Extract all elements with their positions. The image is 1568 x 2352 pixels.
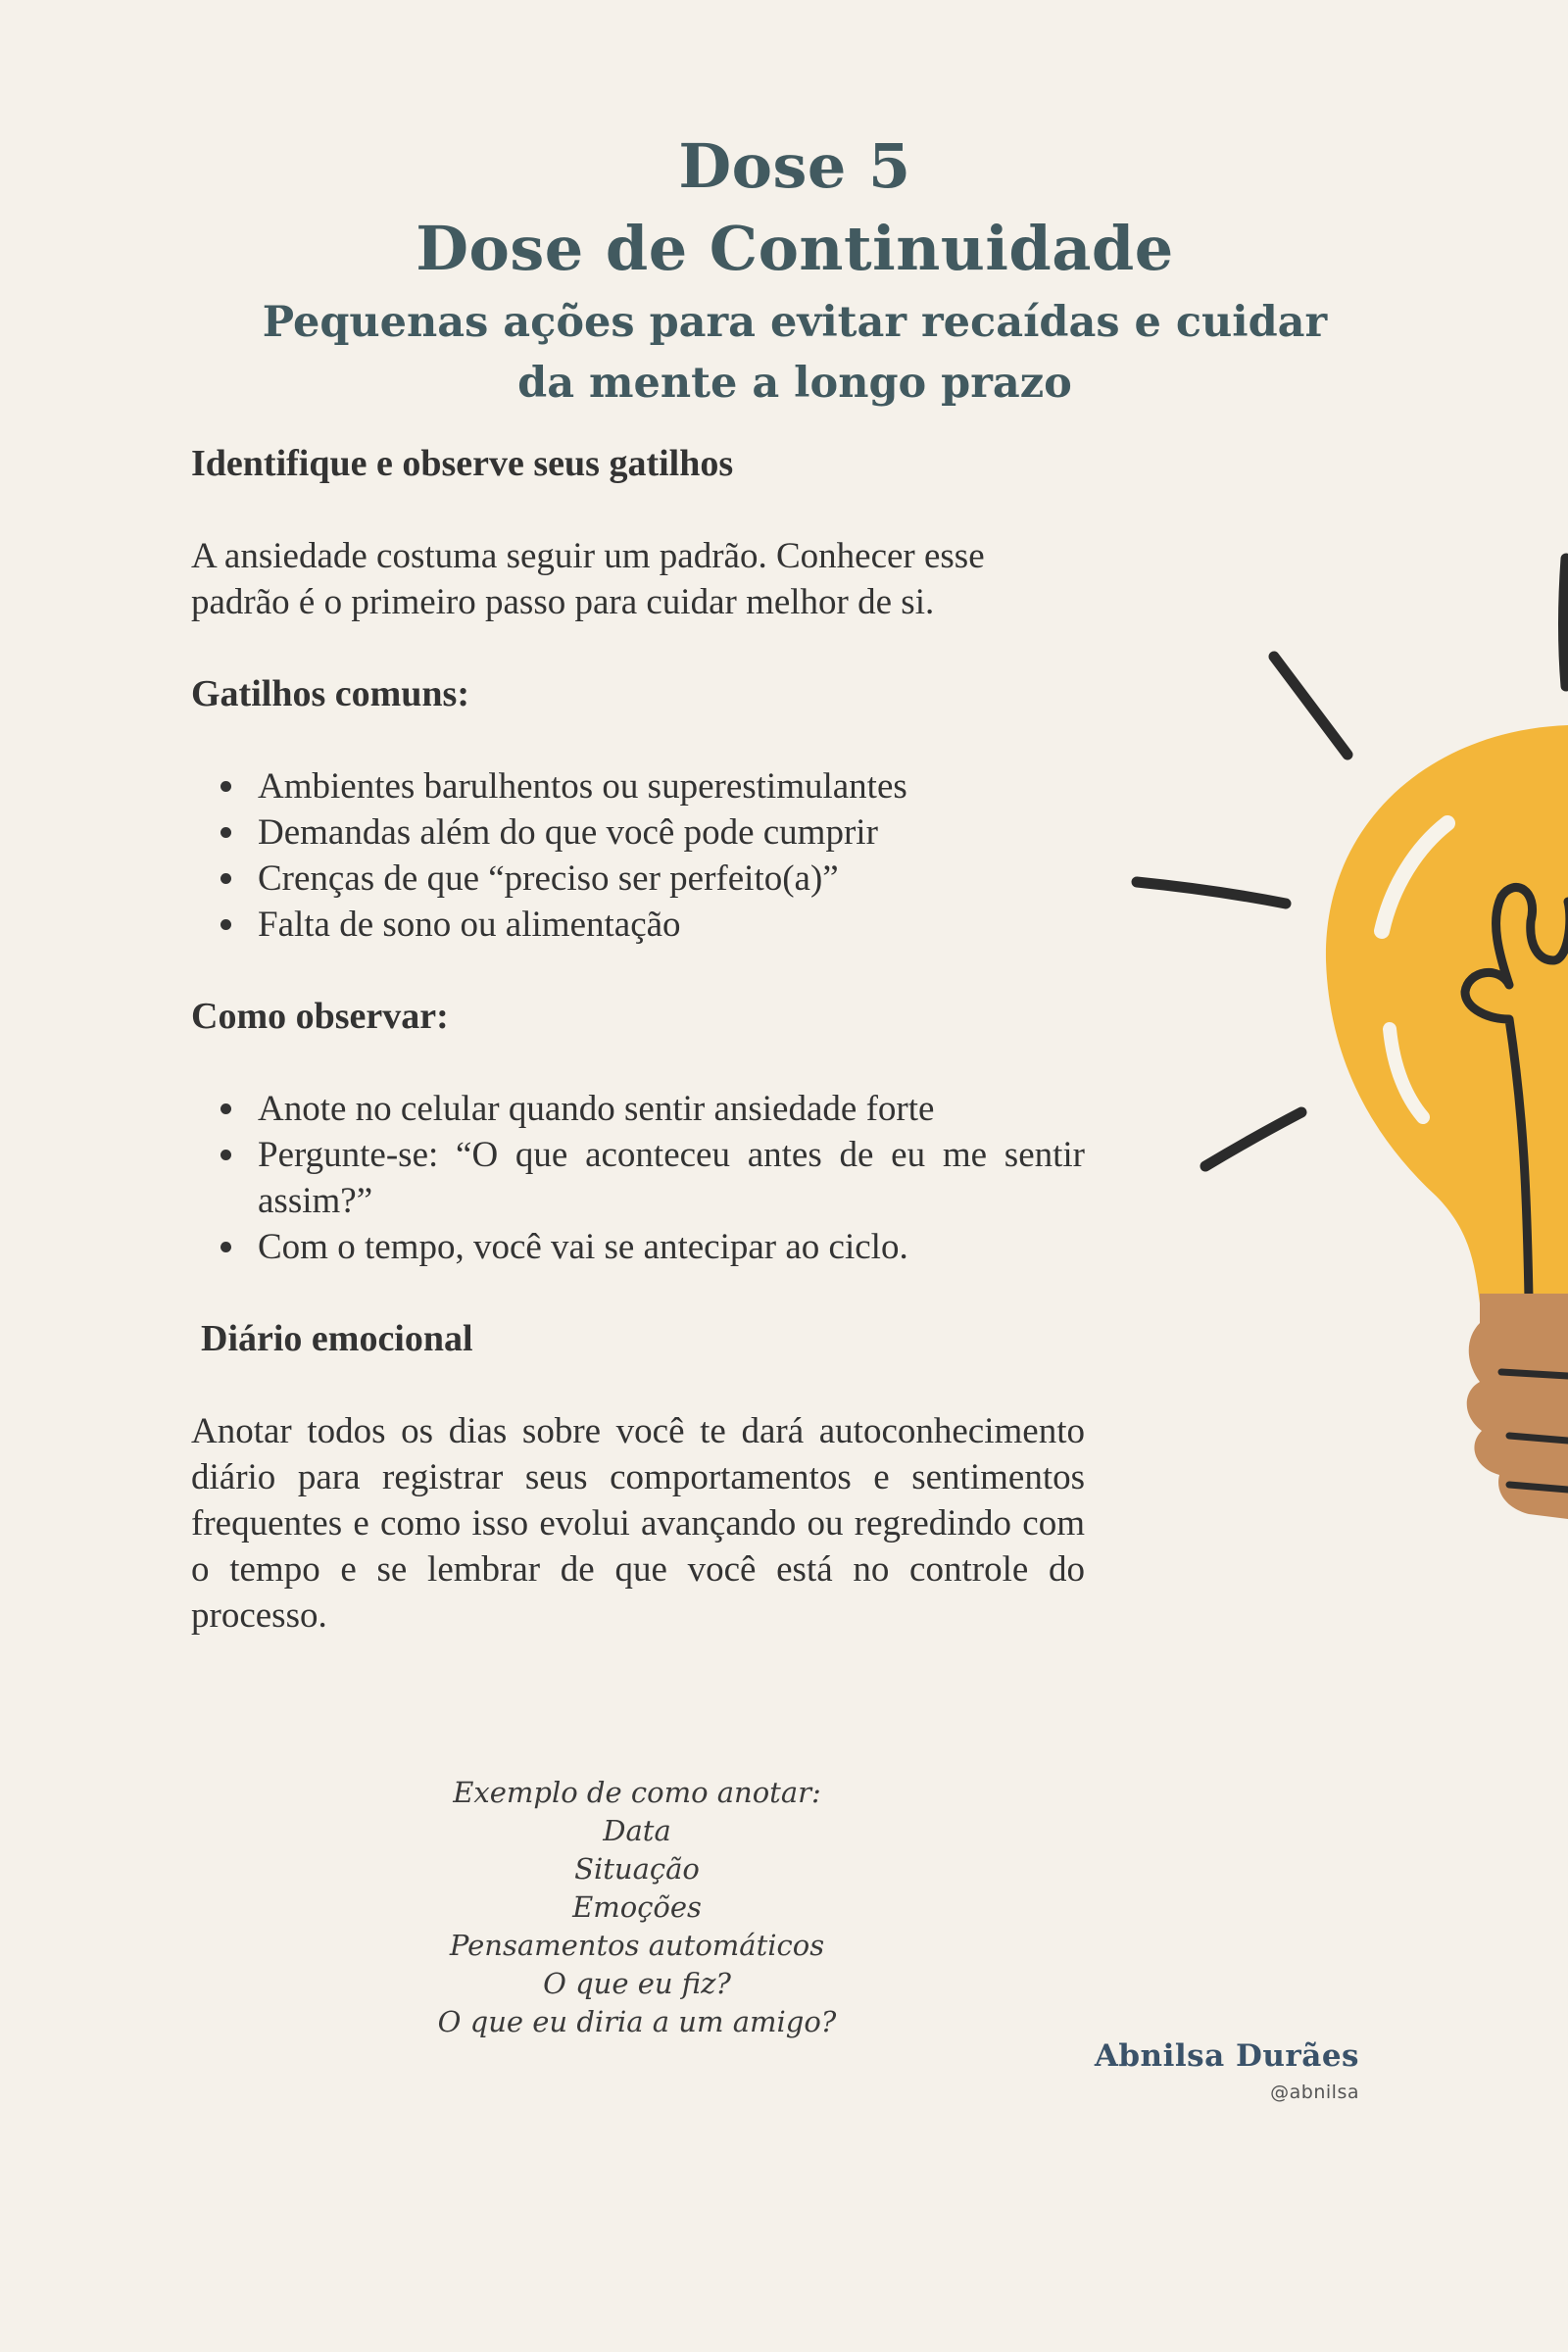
base-line <box>1509 1485 1568 1490</box>
base-line <box>1501 1372 1568 1376</box>
example-line: O que eu diria a um amigo? <box>437 2005 837 2038</box>
light-bulb-illustration <box>1078 510 1568 1588</box>
list-item-text: Anote no celular quando sentir ansiedade forte <box>258 1089 935 1129</box>
example-line: Situação <box>574 1852 700 1886</box>
observe-heading: Como observar: <box>191 996 449 1037</box>
list-item <box>191 856 1085 902</box>
bullet-icon <box>220 781 231 792</box>
example-heading: Exemplo de como anotar: <box>453 1776 821 1809</box>
list-item <box>191 763 1085 809</box>
list-item <box>191 902 1085 948</box>
base-line <box>1509 1436 1568 1441</box>
light-ray-icon <box>1137 882 1286 904</box>
example-line: O que eu fiz? <box>543 1967 731 2000</box>
light-ray-icon <box>1564 559 1567 686</box>
list-item <box>191 1224 1085 1270</box>
example-line: Emoções <box>572 1890 702 1924</box>
bullet-icon <box>220 873 231 884</box>
example-line: Data <box>603 1814 671 1847</box>
light-ray-icon <box>1274 657 1348 755</box>
example-line: Pensamentos automáticos <box>449 1929 825 1962</box>
author-name: Abnilsa Durães <box>1094 2038 1359 2074</box>
common-triggers-heading: Gatilhos comuns: <box>191 673 469 714</box>
author-handle: @abnilsa <box>1270 2082 1359 2103</box>
list-item <box>191 1132 1085 1224</box>
list-item <box>191 1086 1085 1132</box>
observe-list <box>191 1086 1085 1270</box>
common-triggers-list <box>191 763 1085 948</box>
bullet-icon <box>220 919 231 930</box>
bullet-icon <box>220 1103 231 1114</box>
list-item-text: Falta de sono ou alimentação <box>258 905 681 945</box>
bullet-icon <box>220 1242 231 1252</box>
bullet-icon <box>220 827 231 838</box>
list-item-text: Ambientes barulhentos ou superestimulantes <box>258 766 907 807</box>
list-item-text: Com o tempo, você vai se antecipar ao ciclo. <box>258 1227 908 1267</box>
diary-body: Anotar todos os dias sobre você te dará autoconhecimento diário para registrar seus comportamentos e sentimentos frequentes e como isso evolui avançando ou regredindo com o tempo e se lembrar de que você está no controle do processo. <box>191 1411 1085 1636</box>
main-content <box>191 441 1085 1685</box>
triggers-heading: Identifique e observe seus gatilhos <box>191 443 734 484</box>
page-header <box>0 125 1568 414</box>
subtitle: Pequenas ações para evitar recaídas e cuidar da mente a longo prazo <box>262 298 1328 408</box>
diary-heading: Diário emocional <box>201 1318 473 1359</box>
list-item-text: Demandas além do que você pode cumprir <box>258 812 878 853</box>
bullet-icon <box>220 1150 231 1160</box>
title-dose-number: Dose 5 <box>678 130 911 202</box>
list-item <box>191 809 1085 856</box>
light-ray-icon <box>1205 1112 1301 1166</box>
bulb-glass <box>1326 725 1568 1303</box>
triggers-intro: A ansiedade costuma seguir um padrão. Conhecer esse padrão é o primeiro passo para cuidar melhor de si. <box>191 536 985 622</box>
list-item-text: Pergunte-se: “O que aconteceu antes de eu me sentir assim?” <box>258 1135 1085 1221</box>
list-item-text: Crenças de que “preciso ser perfeito(a)” <box>258 858 839 899</box>
title-dose-name: Dose de Continuidade <box>416 213 1174 284</box>
diary-example <box>343 1774 931 2041</box>
